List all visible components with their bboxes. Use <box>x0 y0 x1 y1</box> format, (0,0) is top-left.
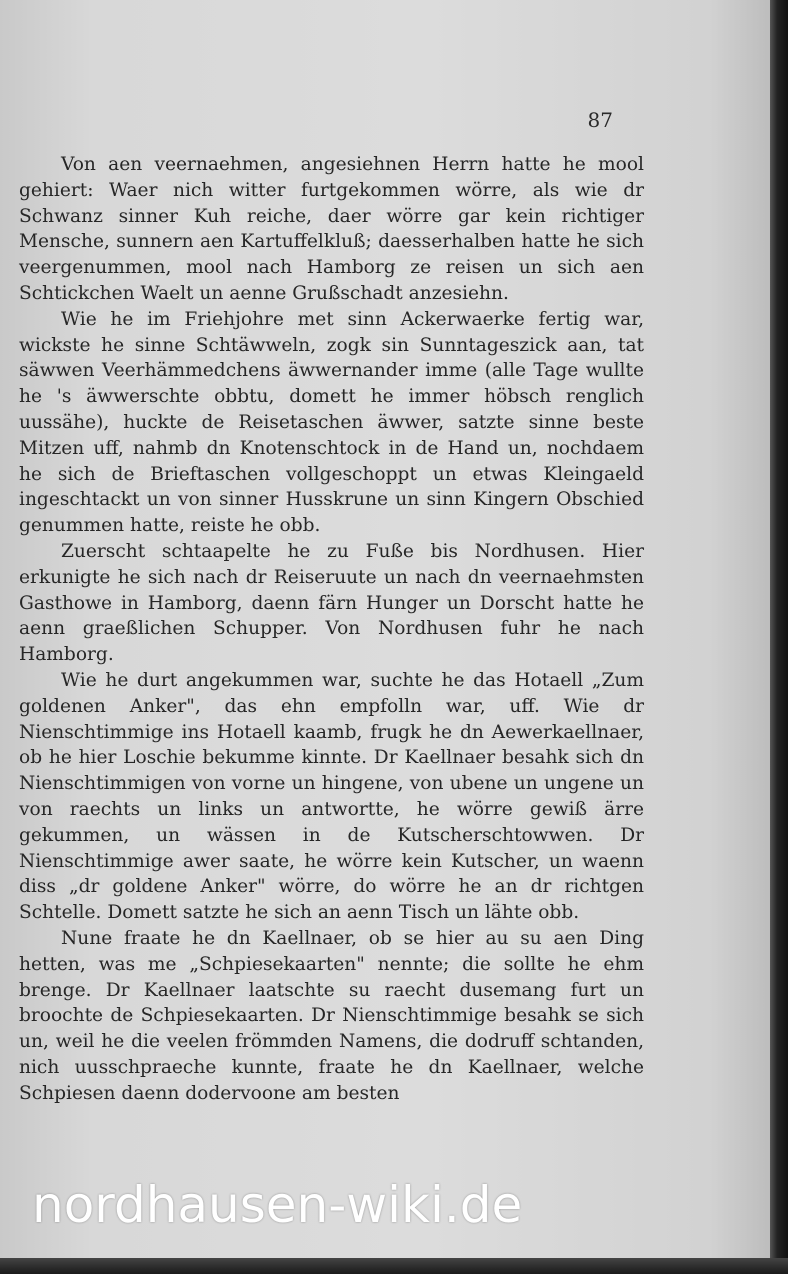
paragraph-1: Von aen veernaehmen, angesiehnen Herrn hatte he mool gehiert: Waer nich witter furtgekommen wörre, als wie dr Schwanz sinner Kuh reiche, daer wörre gar kein richtiger Mensche, sunnern aen Kartuffelkluß; daesserhalben hatte he sich veergenummen, mool nach Hamborg ze reisen un sich aen Schtickchen Waelt un aenne Grußschadt anzesiehn. <box>19 154 644 304</box>
book-bottom-edge <box>0 1258 788 1274</box>
paragraph-5: Nune fraate he dn Kaellnaer, ob se hier au su aen Ding hetten, was me „Schpiesekaarten" nennte; die sollte he ehm brenge. Dr Kaellnaer laatschte su raecht dusemang furt un broochte de Schpiesekaarten. Dr Nienschtimmige besahk se sich un, weil he die veelen frömmden Namens, die dodruff schtanden, nich uusschpraeche kunnte, fraate he dn Kaellnaer, welche Schpiesen daenn dodervoone am besten <box>19 927 644 1104</box>
paragraph-2: Wie he im Friehjohre met sinn Ackerwaerke fertig war, wickste he sinne Schtäwweln, zogk sin Sunntageszick aan, tat säwwen Veerhämmedchens äwwernander imme (alle Tage wullte he 's äwwerschte obbtu, domett he immer höbsch renglich uussähe), huckte de Reisetaschen äwwer, satzte sinne beste Mitzen uff, nahmb dn Knotenschtock in de Hand un, nochdaem he sich de Brieftaschen vollgeschoppt un etwas Kleingaeld ingeschtackt un von sinner Husskrune un sinn Kingern Obschied genummen hatte, reiste he obb. <box>19 308 644 537</box>
watermark: nordhausen-wiki.de <box>32 1176 523 1234</box>
book-spine-edge <box>770 0 788 1274</box>
page-number: 87 <box>587 108 613 132</box>
paragraph-4: Wie he durt angekummen war, suchte he das Hotaell „Zum goldenen Anker", das ehn empfolln war, uff. Wie dr Nienschtimmige ins Hotaell kaamb, frugk he dn Aewerkaellnaer, ob he hier Loschie bekumme kinnte. Dr Kaellnaer besahk sich dn Nienschtimmigen von vorne un hingene, von ubene un ungene un von raechts un links un antwortte, he wörre gewiß ärre gekummen, un wässen in de Kutscherschtowwen. Dr Nienschtimmige awer saate, he wörre kein Kutscher, un waenn diss „dr goldene Anker" wörre, do wörre he an dr richtgen Schtelle. Domett satzte he sich an aenn Tisch un lähte obb. <box>19 669 644 924</box>
paragraph-3: Zuerscht schtaapelte he zu Fuße bis Nordhusen. Hier erkunigte he sich nach dr Reiseruute un nach dn veernaehmsten Gasthowe in Hamborg, daenn färn Hunger un Dorscht hatte he aenn graeßlichen Schupper. Von Nordhusen fuhr he nach Hamborg. <box>19 540 644 666</box>
page-text <box>19 152 644 1106</box>
